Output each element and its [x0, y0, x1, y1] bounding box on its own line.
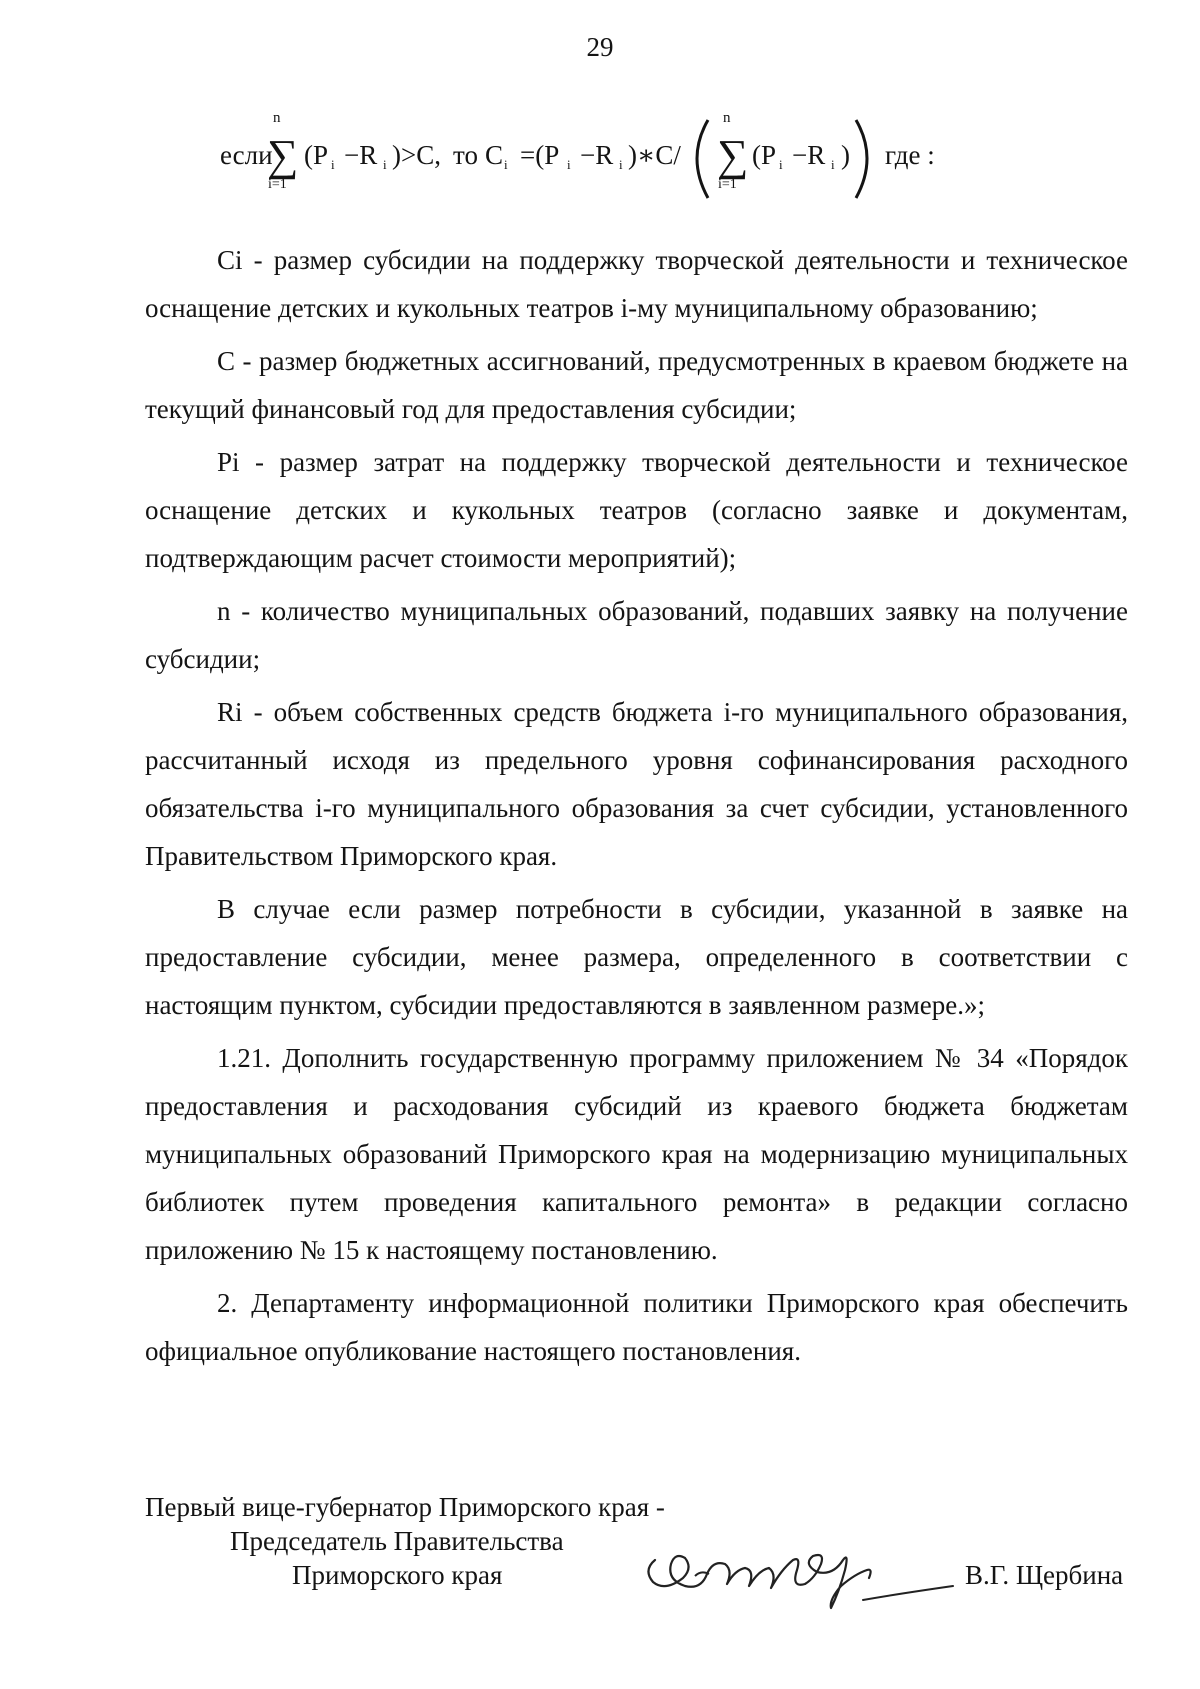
expr-close-2: )∗C/: [628, 140, 681, 170]
expr-r-2: −R: [580, 140, 614, 170]
page-number: 29: [586, 32, 614, 62]
formula: [220, 112, 1020, 212]
sub-i-6: i: [779, 157, 783, 172]
sub-i-5: i: [619, 157, 623, 172]
handwritten-signature: [635, 1530, 965, 1620]
big-paren-left: [697, 120, 708, 198]
sub-i-4: i: [567, 157, 571, 172]
sum-upper-1: n: [273, 112, 281, 126]
body-text: [145, 236, 1128, 1375]
big-paren-right: [856, 120, 867, 198]
paragraph-1-21: 1.21. Дополнить государственную программу приложением № 34 «Порядок предоставления и расходования субсидий из краевого бюджета бюджетам муниципальных образований Приморского края на модернизацию муниципальных библиотек путем проведения капитального ремонта» в редакции согласно приложению № 15 к настоящему постановлению.: [145, 1043, 1128, 1265]
sum-upper-2: n: [723, 112, 731, 126]
sub-i-1: i: [331, 157, 335, 172]
formula-svg: [220, 112, 1020, 212]
expr-p-2: =(P: [520, 140, 560, 170]
paragraph-ri: Ri - объем собственных средств бюджета i-го муниципального образования, рассчитанный исходя из предельного уровня софинансирования расходного обязательства i-го муниципального образования за счет субсидии, установленного Правительством Приморского края.: [145, 697, 1128, 871]
sub-i-2: i: [383, 157, 387, 172]
signatory-title-line3: Приморского края: [292, 1560, 503, 1590]
formula-suffix: где :: [885, 140, 935, 170]
paragraph-pi: Pi - размер затрат на поддержку творческой деятельности и техническое оснащение детских и кукольных театров (согласно заявке и документам, подтверждающим расчет стоимости мероприятий);: [145, 447, 1128, 573]
paragraph-ci: Ci - размер субсидии на поддержку творческой деятельности и техническое оснащение детских и кукольных театров i-му муниципальному образованию;: [145, 245, 1128, 323]
expr-p-3: (P: [752, 140, 777, 170]
paragraph-c: С - размер бюджетных ассигнований, предусмотренных в краевом бюджете на текущий финансовый год для предоставления субсидии;: [145, 346, 1128, 424]
signature-block: [145, 1490, 1128, 1640]
sum-lower-1: i=1: [268, 177, 287, 192]
signatory-title-line1: Первый вице-губернатор Приморского края -: [145, 1492, 665, 1522]
sub-i-3: i: [504, 157, 508, 172]
sigma-1: ∑: [267, 131, 299, 180]
expr-r-1: −R: [344, 140, 378, 170]
signatory-title-line2: Председатель Правительства: [230, 1526, 564, 1556]
ci-label: C: [485, 140, 504, 170]
expr-close-1: )>C,: [392, 140, 441, 170]
signatory-name: В.Г. Щербина: [965, 1560, 1124, 1590]
expr-close-3: ): [841, 140, 850, 170]
sum-lower-2: i=1: [718, 177, 737, 192]
paragraph-shortfall: В случае если размер потребности в субсидии, указанной в заявке на предоставление субсидии, менее размера, определенного в соответствии с настоящим пунктом, субсидии предоставляются в заявленном размере.»;: [145, 894, 1128, 1020]
paragraph-2: 2. Департаменту информационной политики Приморского края обеспечить официальное опубликование настоящего постановления.: [145, 1288, 1128, 1366]
sub-i-7: i: [831, 157, 835, 172]
sigma-2: ∑: [717, 131, 749, 180]
formula-prefix: если: [220, 140, 273, 170]
expr-p-1: (P: [304, 140, 329, 170]
expr-r-3: −R: [792, 140, 826, 170]
formula-middle: то: [453, 140, 478, 170]
paragraph-n: n - количество муниципальных образований, подавших заявку на получение субсидии;: [145, 596, 1128, 674]
